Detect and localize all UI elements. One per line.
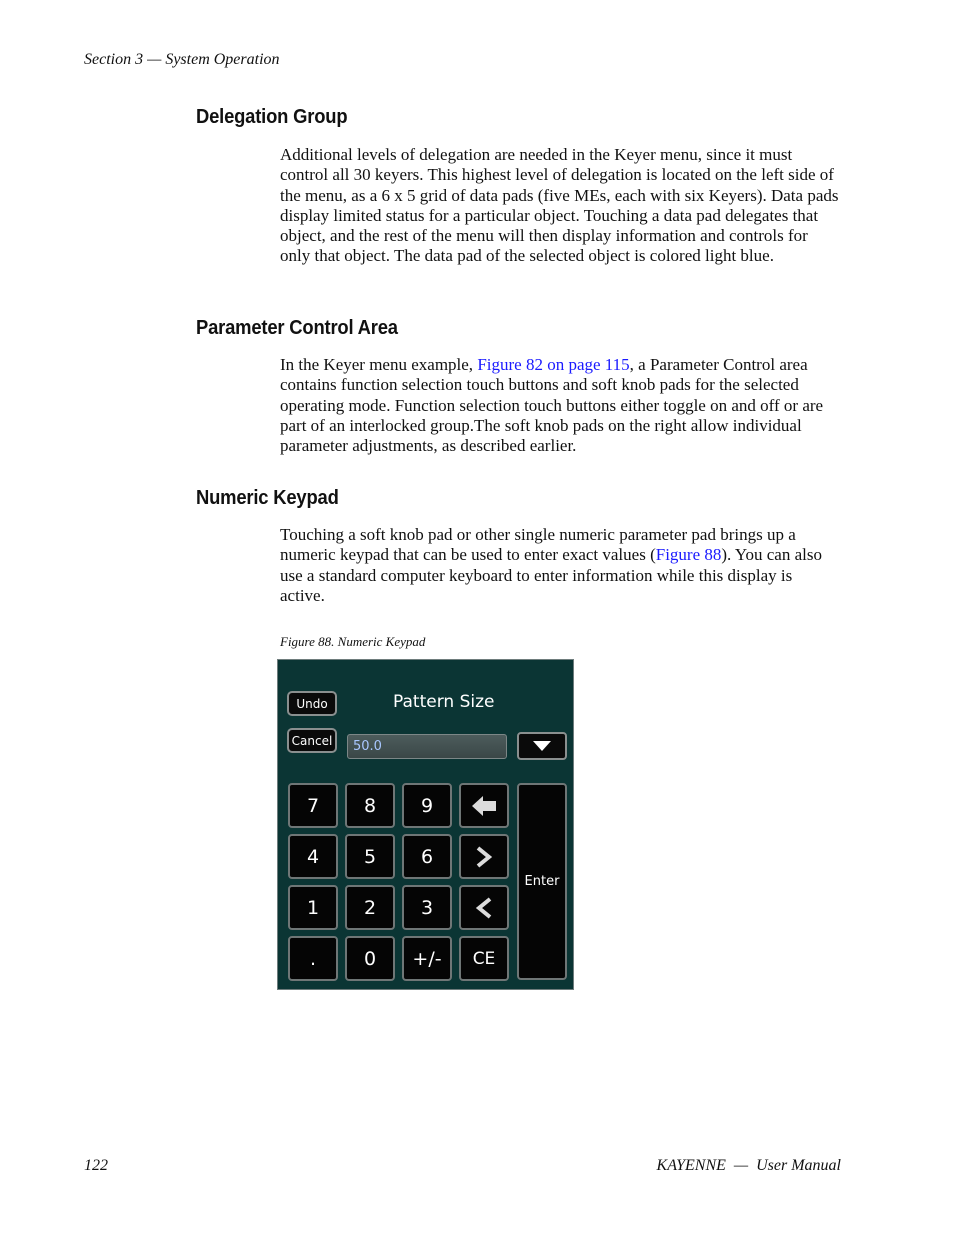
key-6[interactable]: 6 <box>402 834 452 879</box>
heading-parameter-control-area: Parameter Control Area <box>196 317 398 339</box>
enter-button[interactable]: Enter <box>517 783 567 980</box>
key-decimal[interactable]: . <box>288 936 338 981</box>
key-plus-minus[interactable]: +/- <box>402 936 452 981</box>
backspace-button[interactable] <box>459 783 509 828</box>
backspace-arrow-icon <box>471 795 497 817</box>
key-0[interactable]: 0 <box>345 936 395 981</box>
chevron-right-icon <box>475 846 493 868</box>
running-header: Section 3 — System Operation <box>84 51 280 68</box>
heading-numeric-keypad: Numeric Keypad <box>196 487 339 509</box>
paragraph-text: In the Keyer menu example, <box>280 355 478 374</box>
paragraph-text: , a Parameter Control area contains function selection touch buttons and soft knob pads for the selected operating mode. Function selection touch buttons either toggle on and off or are part of an interlocked group.The soft knob pads on the right allow individual parameter adjustments, as described earlier. <box>280 355 824 456</box>
page-number: 122 <box>84 1157 108 1174</box>
parameter-title: Pattern Size <box>393 692 495 712</box>
key-4[interactable]: 4 <box>288 834 338 879</box>
paragraph-delegation-group: Additional levels of delegation are needed in the Keyer menu, since it must control all 30 keyers. This highest level of delegation is located on the left side of the menu, as a 6 x 5 grid of data pads (five MEs, each with six Keyers). Data pads display limited status for a particular object. Touching a data pad delegates that object, and the rest of the menu will then display information and controls for only that object. The data pad of the selected object is colored light blue. <box>280 145 839 266</box>
key-9[interactable]: 9 <box>402 783 452 828</box>
paragraph-numeric-keypad <box>280 525 840 606</box>
value-input[interactable]: 50.0 <box>347 734 507 759</box>
paragraph-parameter-control-area <box>280 355 840 456</box>
running-footer-title: KAYENNE — User Manual <box>656 1157 841 1174</box>
chevron-left-icon <box>475 897 493 919</box>
heading-delegation-group: Delegation Group <box>196 106 348 128</box>
cancel-button[interactable]: Cancel <box>287 728 337 753</box>
cursor-right-button[interactable] <box>459 834 509 879</box>
undo-button[interactable]: Undo <box>287 691 337 716</box>
clear-entry-button[interactable]: CE <box>459 936 509 981</box>
numeric-keypad-panel <box>277 659 574 990</box>
dropdown-button[interactable] <box>517 732 567 760</box>
figure-caption: Figure 88. Numeric Keypad <box>280 634 426 649</box>
figure-88-link[interactable]: Figure 88 <box>655 545 722 565</box>
key-3[interactable]: 3 <box>402 885 452 930</box>
key-8[interactable]: 8 <box>345 783 395 828</box>
triangle-down-icon <box>532 740 552 752</box>
paragraph-text: Touching a soft knob pad or other single numeric parameter pad brings up a numeric keypad that can be used to enter exact values ( <box>280 525 796 565</box>
key-2[interactable]: 2 <box>345 885 395 930</box>
key-1[interactable]: 1 <box>288 885 338 930</box>
figure-82-link[interactable]: Figure 82 on page 115 <box>477 355 630 374</box>
cursor-left-button[interactable] <box>459 885 509 930</box>
paragraph-text: ). You can also use a standard computer keyboard to enter information while this display is active. <box>280 545 822 605</box>
key-7[interactable]: 7 <box>288 783 338 828</box>
key-5[interactable]: 5 <box>345 834 395 879</box>
